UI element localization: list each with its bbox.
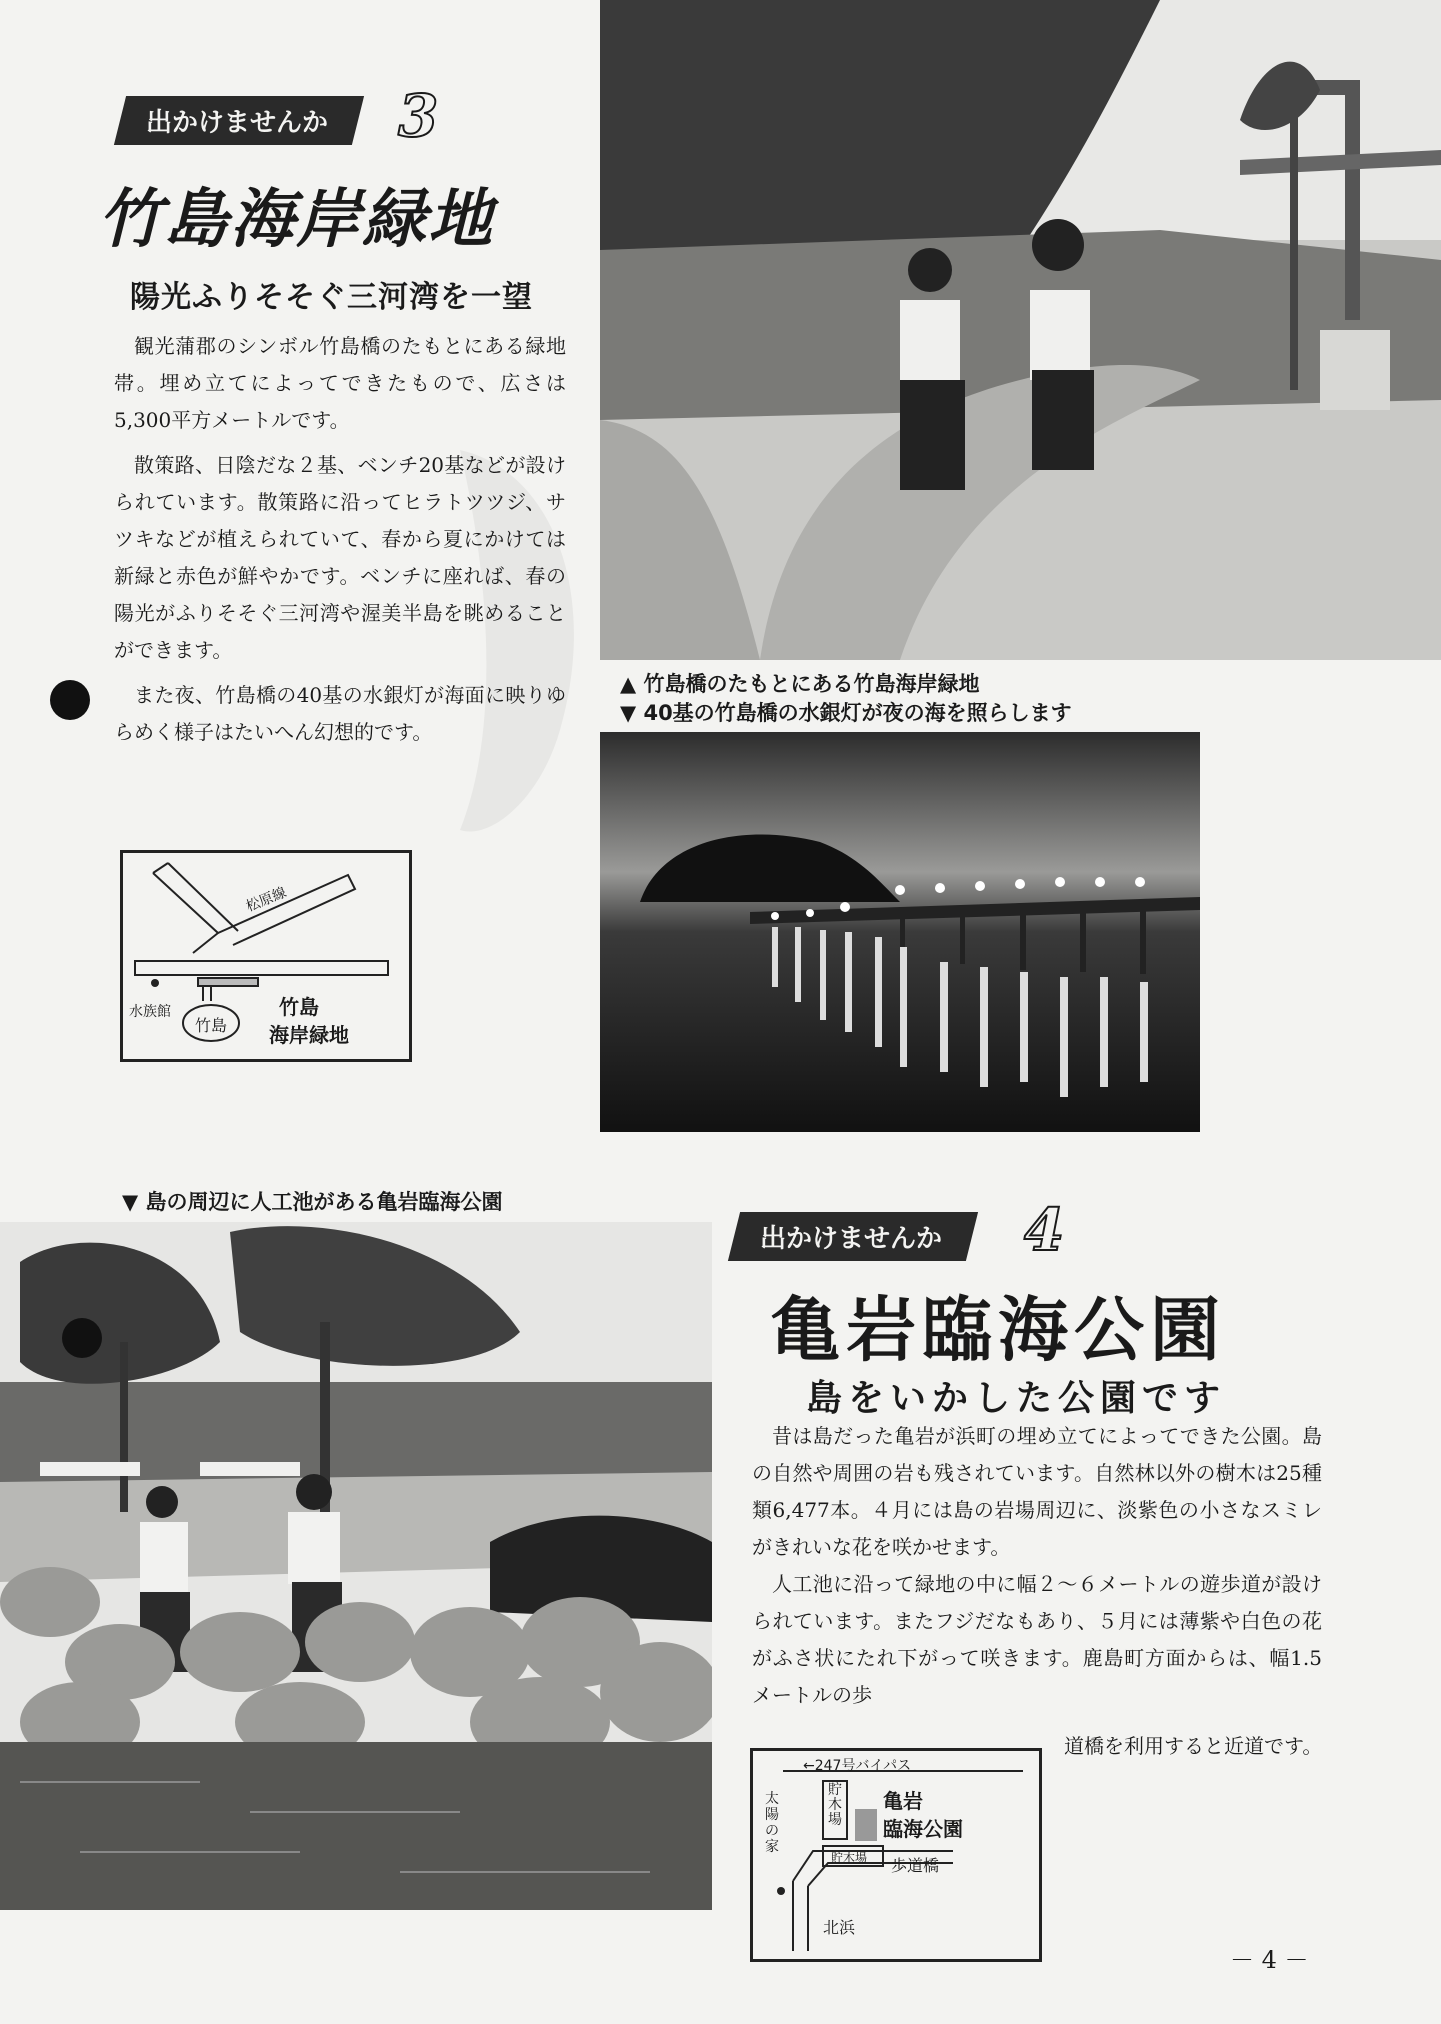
- map-place-line1: 竹島: [279, 995, 319, 1019]
- bullet-dot: [50, 680, 90, 720]
- section4-title: 亀岩臨海公園: [770, 1288, 1226, 1371]
- section3-paragraph: 観光蒲郡のシンボル竹島橋のたもとにある緑地帯。埋め立てによってできたもので、広さは5,300平方メートルです。: [114, 334, 566, 432]
- park-photo: [600, 0, 1441, 660]
- section3-map: [120, 850, 412, 1062]
- map-road-label: 松原線: [243, 884, 289, 916]
- section3-tag: 出かけませんか: [114, 96, 364, 145]
- map-lumber-label: 貯木場: [828, 1782, 842, 1828]
- section4-body: [752, 1418, 1322, 1714]
- section4-subtitle: 島をいかした公園です: [806, 1378, 1227, 1419]
- photo-caption-1: ▲ 竹島橋のたもとにある竹島海岸緑地: [620, 672, 980, 696]
- map-aquarium-label: 水族館: [129, 1004, 171, 1020]
- bullet-dot: [62, 1318, 102, 1358]
- map-north-label: 北浜: [823, 1918, 856, 1937]
- section4-number: 4: [1024, 1196, 1065, 1264]
- section3-number: 3: [398, 82, 439, 150]
- section4-map: [750, 1748, 1042, 1962]
- section4-paragraph: 昔は島だった亀岩が浜町の埋め立てによってできた公園。島の自然や周囲の岩も残されています。自然林以外の樹木は25種類6,477本。４月には島の岩場周辺に、淡紫色の小さなスミレがきれいな花を咲かせます。: [752, 1424, 1322, 1559]
- map-place-label: [269, 993, 349, 1049]
- map-place-line2: 臨海公園: [883, 1817, 963, 1841]
- map-lumber-label: 貯木場: [831, 1851, 868, 1865]
- map-place-label: [883, 1787, 963, 1843]
- night-bridge-photo: [600, 732, 1200, 1132]
- section4-paragraph: 人工池に沿って緑地の中に幅２～６メートルの遊歩道が設けられています。またフジだなもあり、５月には薄紫や白色の花がふさ状にたれ下がって咲きます。鹿島町方面からは、幅1.5メートルの歩: [752, 1572, 1322, 1707]
- map-bridge-label: 歩道橋: [891, 1856, 940, 1875]
- map-place-line1: 亀岩: [883, 1789, 923, 1813]
- pond-park-photo: [0, 1222, 712, 1910]
- page-number: － 4 －: [1230, 1946, 1309, 1974]
- section4-body-continuation: 道橋を利用すると近道です。: [1064, 1734, 1323, 1758]
- section3-subtitle: 陽光ふりそそぐ三河湾を一望: [130, 280, 533, 315]
- section3-paragraph: また夜、竹島橋の40基の水銀灯が海面に映りゆらめく様子はたいへん幻想的です。: [114, 683, 566, 744]
- photo-caption-2: ▼ 40基の竹島橋の水銀灯が夜の海を照らします: [620, 701, 1072, 725]
- map-bypass-label: ←247号バイパス: [803, 1758, 912, 1774]
- section3-body: [114, 328, 566, 751]
- section3-paragraph: 散策路、日陰だな２基、ベンチ20基などが設けられています。散策路に沿ってヒラトツツジ、サツキなどが植えられていて、春から夏にかけては新緑と赤色が鮮やかです。ベンチに座れば、春の陽光がふりそそぐ三河湾や渥美半島を眺めることができます。: [114, 453, 566, 662]
- section4-photo-caption: ▼ 島の周辺に人工池がある亀岩臨海公園: [122, 1190, 503, 1214]
- section4-tag: 出かけませんか: [728, 1212, 978, 1261]
- section3-title: 竹島海岸緑地: [98, 182, 494, 257]
- map-place-line2: 海岸緑地: [269, 1023, 349, 1047]
- map-roads: [123, 853, 409, 1059]
- map-house-label: 太陽の家: [765, 1791, 779, 1855]
- map-island-label: 竹島: [195, 1016, 228, 1035]
